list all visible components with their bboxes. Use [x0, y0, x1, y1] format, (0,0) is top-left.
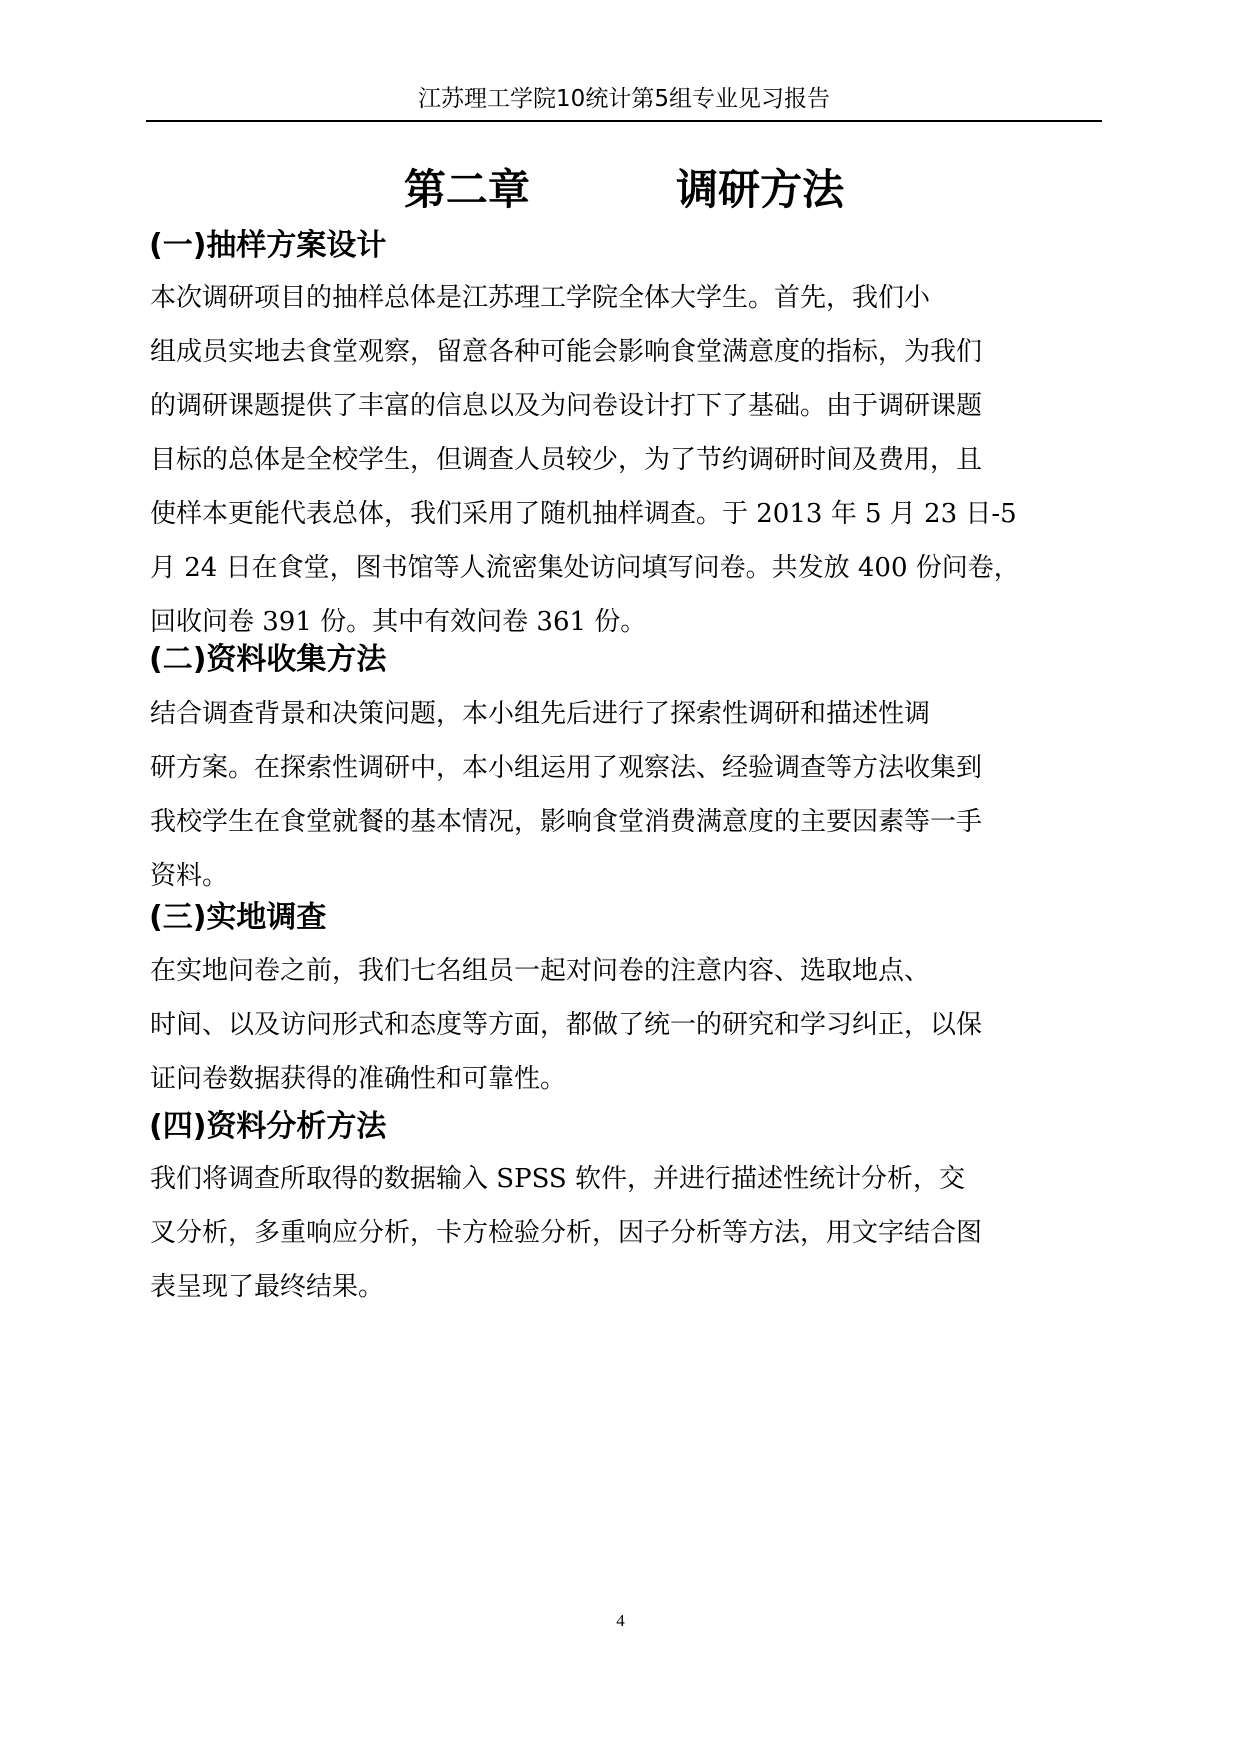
- paragraph-line: 回收问卷 391 份。其中有效问卷 361 份。: [150, 607, 647, 637]
- paragraph-line: 我们将调查所取得的数据输入 SPSS 软件，并进行描述性统计分析，交: [150, 1164, 966, 1194]
- section-heading-data-collection: (二)资料收集方法: [149, 642, 387, 677]
- paragraph-line: 结合调查背景和决策问题，本小组先后进行了探索性调研和描述性调: [150, 699, 931, 729]
- section-body-sampling: [150, 271, 1100, 649]
- section-heading-sampling: (一)抽样方案设计: [149, 228, 387, 263]
- section-body-field-survey: [150, 944, 1100, 1106]
- section-heading-field-survey: (三)实地调查: [149, 900, 327, 935]
- paragraph-line: 目标的总体是全校学生，但调查人员较少，为了节约调研时间及费用，且: [150, 445, 983, 475]
- paragraph-line: 的调研课题提供了丰富的信息以及为问卷设计打下了基础。由于调研课题: [150, 391, 983, 421]
- paragraph-line: 叉分析，多重响应分析，卡方检验分析，因子分析等方法，用文字结合图: [150, 1218, 983, 1248]
- chapter-title: 第二章 调研方法: [403, 165, 845, 214]
- paragraph-line: 本次调研项目的抽样总体是江苏理工学院全体大学生。首先，我们小: [150, 283, 931, 313]
- paragraph-line: 表呈现了最终结果。: [150, 1272, 385, 1302]
- paragraph-line: 时间、以及访问形式和态度等方面，都做了统一的研究和学习纠正，以保: [150, 1010, 983, 1040]
- header-divider: [146, 120, 1102, 122]
- section-body-analysis: [150, 1152, 1100, 1314]
- section-heading-analysis: (四)资料分析方法: [149, 1109, 387, 1144]
- paragraph-line: 月 24 日在食堂，图书馆等人流密集处访问填写问卷。共发放 400 份问卷，: [150, 553, 1020, 583]
- paragraph-line: 使样本更能代表总体，我们采用了随机抽样调查。于 2013 年 5 月 23 日-5: [150, 499, 1017, 529]
- paragraph-line: 在实地问卷之前，我们七名组员一起对问卷的注意内容、选取地点、: [150, 956, 931, 986]
- section-body-data-collection: [150, 687, 1100, 903]
- paragraph-line: 资料。: [150, 861, 229, 891]
- page-number: 4: [616, 1611, 625, 1630]
- paragraph-line: 证问卷数据获得的准确性和可靠性。: [150, 1064, 567, 1094]
- paragraph-line: 我校学生在食堂就餐的基本情况，影响食堂消费满意度的主要因素等一手: [150, 807, 983, 837]
- paragraph-line: 组成员实地去食堂观察，留意各种可能会影响食堂满意度的指标，为我们: [150, 337, 983, 367]
- page-header: 江苏理工学院10统计第5组专业见习报告: [418, 86, 830, 112]
- paragraph-line: 研方案。在探索性调研中，本小组运用了观察法、经验调查等方法收集到: [150, 753, 983, 783]
